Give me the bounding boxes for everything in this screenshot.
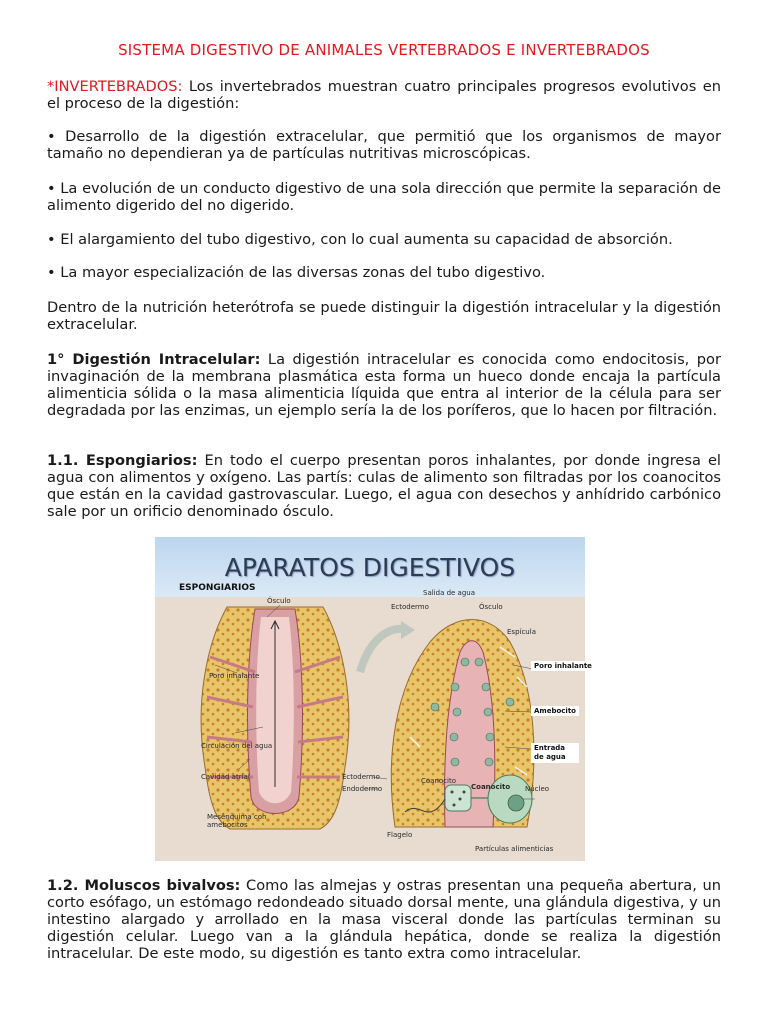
section-bivalvos-text: Como las almejas y ostras presentan una pequeña abertura, un corto esófago, un estómago redondeado situado dorsal mente, una glándula digestiva, y un intestino alargado y arrollado en la masa visceral donde las partículas terminan su digestión celular. Luego van a la glándula hepática, donde se realiza la digestión intracelular. De este modo, su digestión es tanto extra como intracelular. bbox=[47, 877, 721, 962]
bullet-2: • La evolución de un conducto digestivo de una sola dirección que permite la separación de alimento digerido del no digerido. bbox=[47, 180, 721, 214]
section-bivalvos-heading: 1.2. Moluscos bivalvos: bbox=[47, 877, 241, 894]
label-osculo-left: Ósculo bbox=[267, 597, 291, 605]
label-salida-agua: Salida de agua bbox=[423, 589, 476, 597]
section-espongiarios-text: En todo el cuerpo presentan poros inhalantes, por donde ingresa el agua con alimentos y oxígeno. Las partís: culas de alimento son filtradas por los coanocitos que están en la cavidad gastrovascular. Luego, el agua con desechos y anhídrido carbónico sale por un orificio denominado ósculo. bbox=[47, 452, 721, 520]
intro-paragraph bbox=[47, 78, 721, 112]
section-espongiarios bbox=[47, 452, 721, 520]
label-osculo-right: Ósculo bbox=[479, 603, 503, 611]
label-ectodermo-top: Ectodermo bbox=[391, 603, 429, 611]
label-nucleo: Núcleo bbox=[525, 785, 550, 793]
label-ectodermo-bottom: Ectodermo bbox=[342, 773, 380, 781]
section-intracellular bbox=[47, 351, 721, 419]
bullet-4: • La mayor especialización de las diversas zonas del tubo digestivo. bbox=[47, 264, 546, 281]
label-circulacion-agua: Circulación del agua bbox=[201, 742, 273, 750]
nutrition-paragraph: Dentro de la nutrición heterótrofa se puede distinguir la digestión intracelular y la digestión extracelular. bbox=[47, 299, 721, 333]
figure-subtitle: ESPONGIARIOS bbox=[179, 583, 256, 593]
figure-title: APARATOS DIGESTIVOS bbox=[224, 553, 516, 582]
section-bivalvos bbox=[47, 877, 721, 962]
document-title: SISTEMA DIGESTIVO DE ANIMALES VERTEBRADOS E INVERTEBRADOS bbox=[118, 41, 650, 59]
label-coanocito-b: Coanocito bbox=[471, 783, 511, 791]
bullet-1: • Desarrollo de la digestión extracelular, que permitió que los organismos de mayor tamaño no dependieran ya de partículas nutritivas microscópicas. bbox=[47, 128, 721, 162]
label-poro-inhalante: Poro inhalante bbox=[209, 672, 260, 680]
label-box-amebocito: Amebocito bbox=[531, 706, 579, 716]
bullet-3: • El alargamiento del tubo digestivo, con lo cual aumenta su capacidad de absorción. bbox=[47, 231, 673, 248]
section-intracellular-heading: 1° Digestión Intracelular: bbox=[47, 351, 261, 368]
label-coanocito-a: Coanocito bbox=[421, 777, 456, 785]
label-mesenquima: Mesénquima con amebocitos bbox=[207, 813, 267, 829]
label-cavidad-atrial: Cavidad atrial bbox=[201, 773, 250, 781]
label-flagelo: Flagelo bbox=[387, 831, 413, 839]
label-box-entrada-agua: Entrada de agua bbox=[531, 743, 579, 763]
sponge-digestive-figure bbox=[155, 537, 592, 861]
label-espicula: Espícula bbox=[507, 628, 536, 636]
section-espongiarios-heading: 1.1. Espongiarios: bbox=[47, 452, 198, 469]
section-intracellular-text: La digestión intracelular es conocida como endocitosis, por invaginación de la membrana plasmática esta forma un hueco donde encaja la partícula alimenticia sólida o la masa alimenticia líquida que entra al interior de la célula para ser degradada por las enzimas, un ejemplo sería la de los poríferos, que lo hacen por filtración. bbox=[47, 351, 721, 419]
label-particulas: Partículas alimenticias bbox=[475, 845, 554, 853]
label-endodermo: Endodermo bbox=[342, 785, 383, 793]
intro-text: Los invertebrados muestran cuatro principales progresos evolutivos en el proceso de la digestión: bbox=[47, 78, 721, 112]
intro-heading: *INVERTEBRADOS: bbox=[47, 78, 183, 95]
label-box-poro-inhalante: Poro inhalante bbox=[531, 661, 595, 671]
